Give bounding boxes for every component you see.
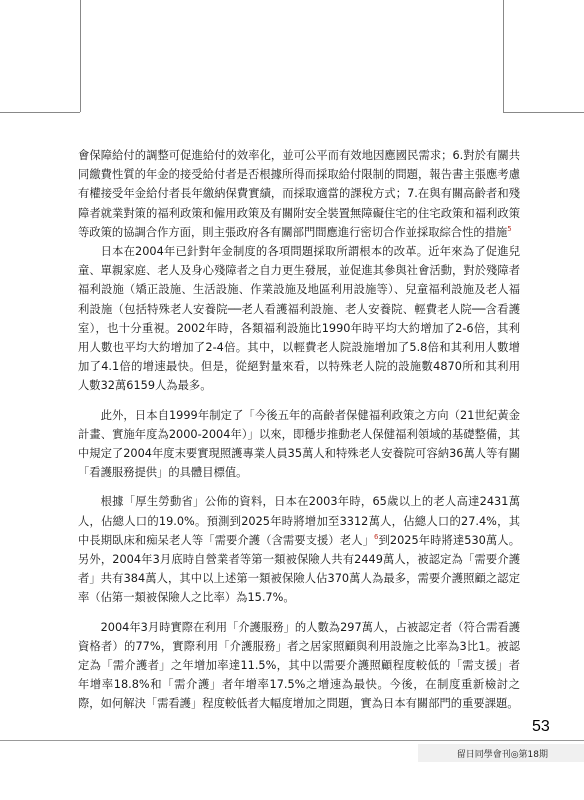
footnote-marker[interactable]: 6 (373, 533, 379, 542)
footnote-marker[interactable]: 5 (507, 225, 512, 234)
footer-divider (0, 740, 584, 741)
paragraph: 根據「厚生勞動省」公佈的資料，日本在2003年時，65歲以上的老人高達2431萬人，佔總人口的19.0%。預測到2025年時將增加至3312萬人，佔總人口的27.4%，其中長期臥床和痴呆老人等「需要介護（含需要支援）老人」$^6$到2025年時將達530萬人。另外，2004年3月底時自營業者等第一類被保險人共有2449萬人，被認定為「需要介護者」共有384萬人，其中以上述第一類被保險人佔370萬人為最多，需要介護照顧之認定率（佔第一類被保險人之比率）為15.7%。 (78, 495, 520, 605)
crop-mark (503, 0, 504, 112)
paragraph: 會保障給付的調整可促進給付的效率化，並可公平而有效地因應國民需求；6.對於有關共同繳費性質的年金的接受給付者是否根據所得而採取給付限制的問題，報告書主張應考慮有權接受年金給付者長年繳納保費實績，而採取適當的課稅方式；7.在與有關高齡者和殘障者就業對策的福利政策和僱用政策及有關附安全裝置無障礙住宅的住宅政策和福利政策等政策的協調合作方面，則主張政府各有關部門間應進行密切合作並採取綜合性的措施$^5$ (78, 149, 520, 239)
body-text (78, 146, 520, 714)
crop-mark (80, 0, 81, 112)
crop-mark (503, 112, 584, 113)
crop-mark (0, 112, 80, 113)
paragraph: 日本在2004年已針對年金制度的各項問題採取所謂根本的改革。近年來為了促進兒童、單親家庭、老人及身心殘障者之自力更生發展，並促進其參與社會活動，對於殘障者福利設施（矯正設施、生活設施、作業設施及地區利用設施等）、兒童福利設施及老人福利設施（包括特殊老人安養院──老人看護福利設施、老人安養院、輕費老人院──含看護室），也十分重視。2002年時，各類福利設施比1990年時平均大約增加了2-6倍，其利用人數也平均大約增加了2-4倍。其中，以輕費老人院設施增加了5.8倍和其利用人數增加了4.1倍的增速最快。但是，從絕對量來看，以特殊老人院的設施數4870所和其利用人數32萬6159人為最多。 (78, 245, 520, 393)
paragraph: 此外，日本自1999年制定了「今後五年的高齡者保健福利政策之方向（21世紀黃金計畫、實施年度為2000-2004年）」以來，即穩步推動老人保健福利領域的基礎整備，其中規定了2004年度末要實現照護專業人員35萬人和特殊老人安養院可容納36萬人等有關「看護服務提供」的具體目標值。 (78, 408, 520, 480)
page-number: 53 (532, 718, 550, 735)
paragraph: 2004年3月時實際在利用「介護服務」的人數為297萬人，占被認定者（符合需看護資格者）的77%，實際利用「介護服務」者之居家照顧與利用設施之比率為3比1。被認定為「需介護者」之年增加率達11.5%，其中以需要介護照顧程度較低的「需支援」者年增率18.8%和「需介護」者年增率17.5%之增速為最快。今後，在制度重新檢討之際，如何解決「需看護」程度較低者大幅度增加之問題，實為日本有關部門的重要課題。 (78, 620, 520, 711)
footer-journal-title: 留日同學會刊◎第18期 (456, 750, 548, 760)
